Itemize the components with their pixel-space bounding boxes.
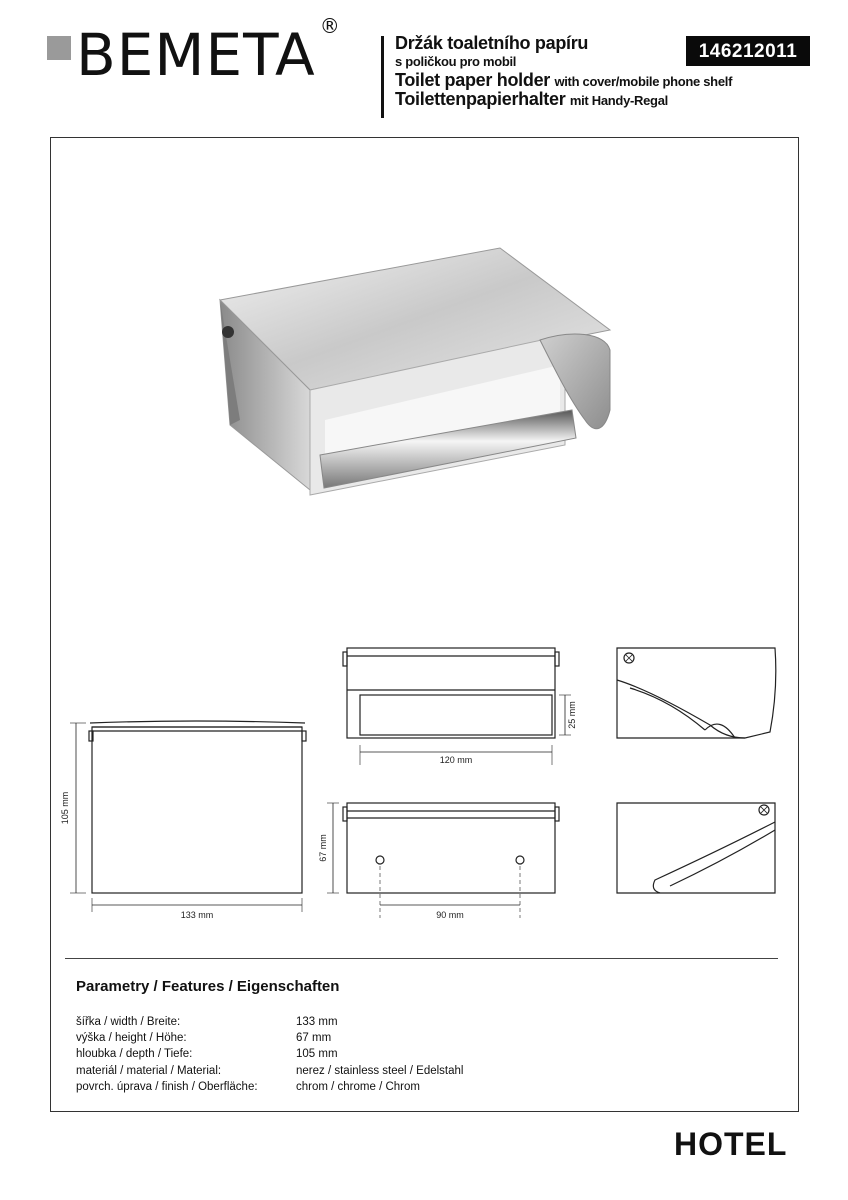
header-divider: [381, 36, 384, 118]
features-heading: Parametry / Features / Eigenschaften: [76, 978, 340, 995]
feature-label: výška / height / Höhe:: [76, 1032, 187, 1045]
title-en: Toilet paper holder: [395, 69, 550, 90]
feature-value: nerez / stainless steel / Edelstahl: [296, 1064, 464, 1077]
top-view-drawing: [343, 648, 571, 765]
features-labels: [76, 1014, 258, 1095]
technical-drawings: [0, 620, 848, 940]
product-code: 146212011: [686, 36, 810, 66]
feature-value: 105 mm: [296, 1048, 338, 1061]
dim-width-top: 120 mm: [439, 755, 473, 765]
features-values: [296, 1014, 463, 1095]
side-view-drawing-1: [617, 648, 776, 738]
subtitle-de: mit Handy-Regal: [569, 93, 668, 109]
dim-height-side: 105 mm: [60, 791, 70, 825]
subtitle-cz: s poličkou pro mobil: [395, 53, 517, 69]
feature-value: 133 mm: [296, 1016, 338, 1028]
features-separator: [65, 958, 778, 959]
feature-label: šířka / width / Breite:: [76, 1016, 181, 1028]
title-cz: Držák toaletního papíru: [395, 33, 589, 53]
title-de: Toilettenpapierhalter: [395, 89, 566, 110]
subtitle-en: with cover/mobile phone shelf: [554, 73, 733, 89]
front-view-drawing: [70, 721, 306, 912]
product-photo: [210, 240, 630, 510]
feature-label: hloubka / depth / Tiefe:: [76, 1048, 193, 1061]
feature-label: povrch. úprava / finish / Oberfläche:: [76, 1080, 258, 1093]
dim-hole-spacing: 90 mm: [436, 910, 464, 920]
series-label: HOTEL: [674, 1126, 788, 1162]
dim-depth-top: 25 mm: [567, 701, 577, 729]
product-titles: [395, 34, 732, 110]
brand-logo: BEMETA ®: [76, 13, 341, 89]
feature-value: 67 mm: [296, 1032, 332, 1045]
logo-square: [47, 36, 71, 60]
feature-value: chrom / chrome / Chrom: [296, 1080, 420, 1093]
feature-label: materiál / material / Material:: [76, 1064, 222, 1077]
dim-width-front: 133 mm: [180, 910, 214, 920]
back-view-drawing: [327, 803, 559, 918]
dim-height-back: 67 mm: [318, 834, 328, 862]
side-view-drawing-2: [617, 803, 775, 893]
